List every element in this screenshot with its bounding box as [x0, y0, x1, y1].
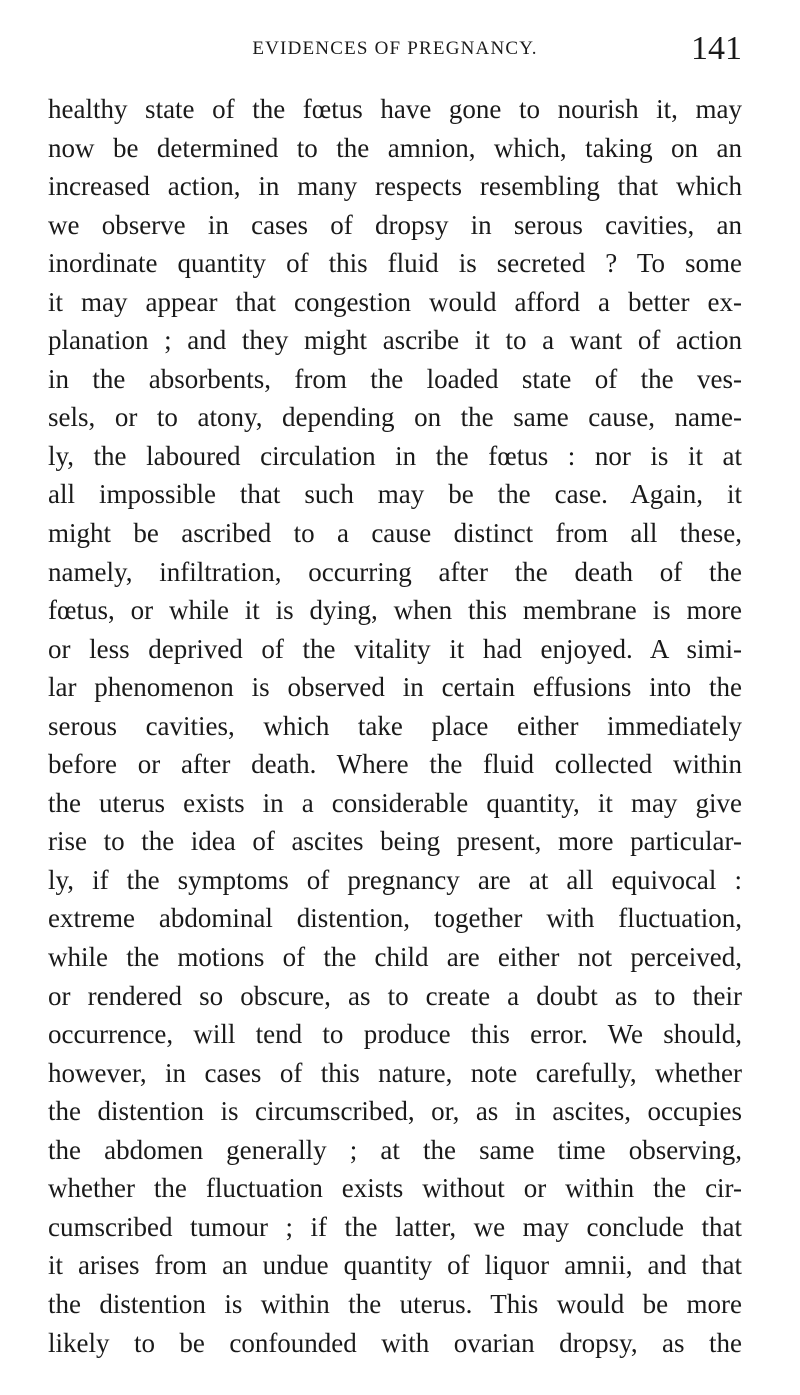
- text-line: healthy state of the fœtus have gone to nourish it, may: [48, 94, 742, 124]
- page-number: 141: [691, 30, 742, 67]
- text-line: it arises from an undue quantity of liquor amnii, and that: [48, 1250, 742, 1281]
- text-line: whether the fluctuation exists without or within the cir-: [48, 1173, 742, 1204]
- text-line: planation ; and they might ascribe it to a want of action: [48, 325, 742, 356]
- text-line: sels, or to atony, depending on the same cause, name-: [48, 402, 742, 433]
- text-line: occurrence, will tend to produce this error. We should,: [48, 1019, 742, 1050]
- text-line: in the absorbents, from the loaded state of the ves-: [48, 363, 742, 394]
- text-line: ly, if the symptoms of pregnancy are at all equivocal :: [48, 864, 742, 895]
- text-line: or less deprived of the vitality it had enjoyed. A simi-: [48, 633, 742, 664]
- text-line: likely to be confounded with ovarian dropsy, as the: [48, 1327, 742, 1358]
- text-line: however, in cases of this nature, note carefully, whether: [48, 1057, 742, 1088]
- body-text: [48, 90, 742, 1362]
- text-line: namely, infiltration, occurring after the death of the: [48, 556, 742, 587]
- text-line: before or after death. Where the fluid collected within: [48, 749, 742, 780]
- text-line: fœtus, or while it is dying, when this membrane is more: [48, 595, 742, 626]
- text-line: the abdomen generally ; at the same time observing,: [48, 1134, 742, 1165]
- running-head: [48, 26, 742, 66]
- text-line: cumscribed tumour ; if the latter, we may conclude that: [48, 1211, 742, 1242]
- text-line: extreme abdominal distention, together with fluctuation,: [48, 903, 742, 934]
- running-title: EVIDENCES OF PREGNANCY.: [252, 38, 538, 59]
- text-line: the distention is within the uterus. This would be more: [48, 1288, 742, 1319]
- text-line: while the motions of the child are either not perceived,: [48, 942, 742, 973]
- text-line: or rendered so obscure, as to create a doubt as to their: [48, 980, 742, 1011]
- text-line: might be ascribed to a cause distinct from all these,: [48, 518, 742, 549]
- text-line: it may appear that congestion would afford a better ex-: [48, 286, 742, 317]
- text-line: we observe in cases of dropsy in serous cavities, an: [48, 209, 742, 240]
- text-line: now be determined to the amnion, which, taking on an: [48, 132, 742, 163]
- text-line: ly, the laboured circulation in the fœtus : nor is it at: [48, 440, 742, 471]
- text-line: serous cavities, which take place either immediately: [48, 710, 742, 741]
- text-line: increased action, in many respects resembling that which: [48, 171, 742, 202]
- text-line: rise to the idea of ascites being present, more particular-: [48, 826, 742, 857]
- text-line: inordinate quantity of this fluid is secreted ? To some: [48, 248, 742, 279]
- text-line: the uterus exists in a considerable quantity, it may give: [48, 787, 742, 818]
- text-line: the distention is circumscribed, or, as in ascites, occupies: [48, 1096, 742, 1127]
- text-line: lar phenomenon is observed in certain effusions into the: [48, 672, 742, 703]
- text-line: all impossible that such may be the case. Again, it: [48, 479, 742, 510]
